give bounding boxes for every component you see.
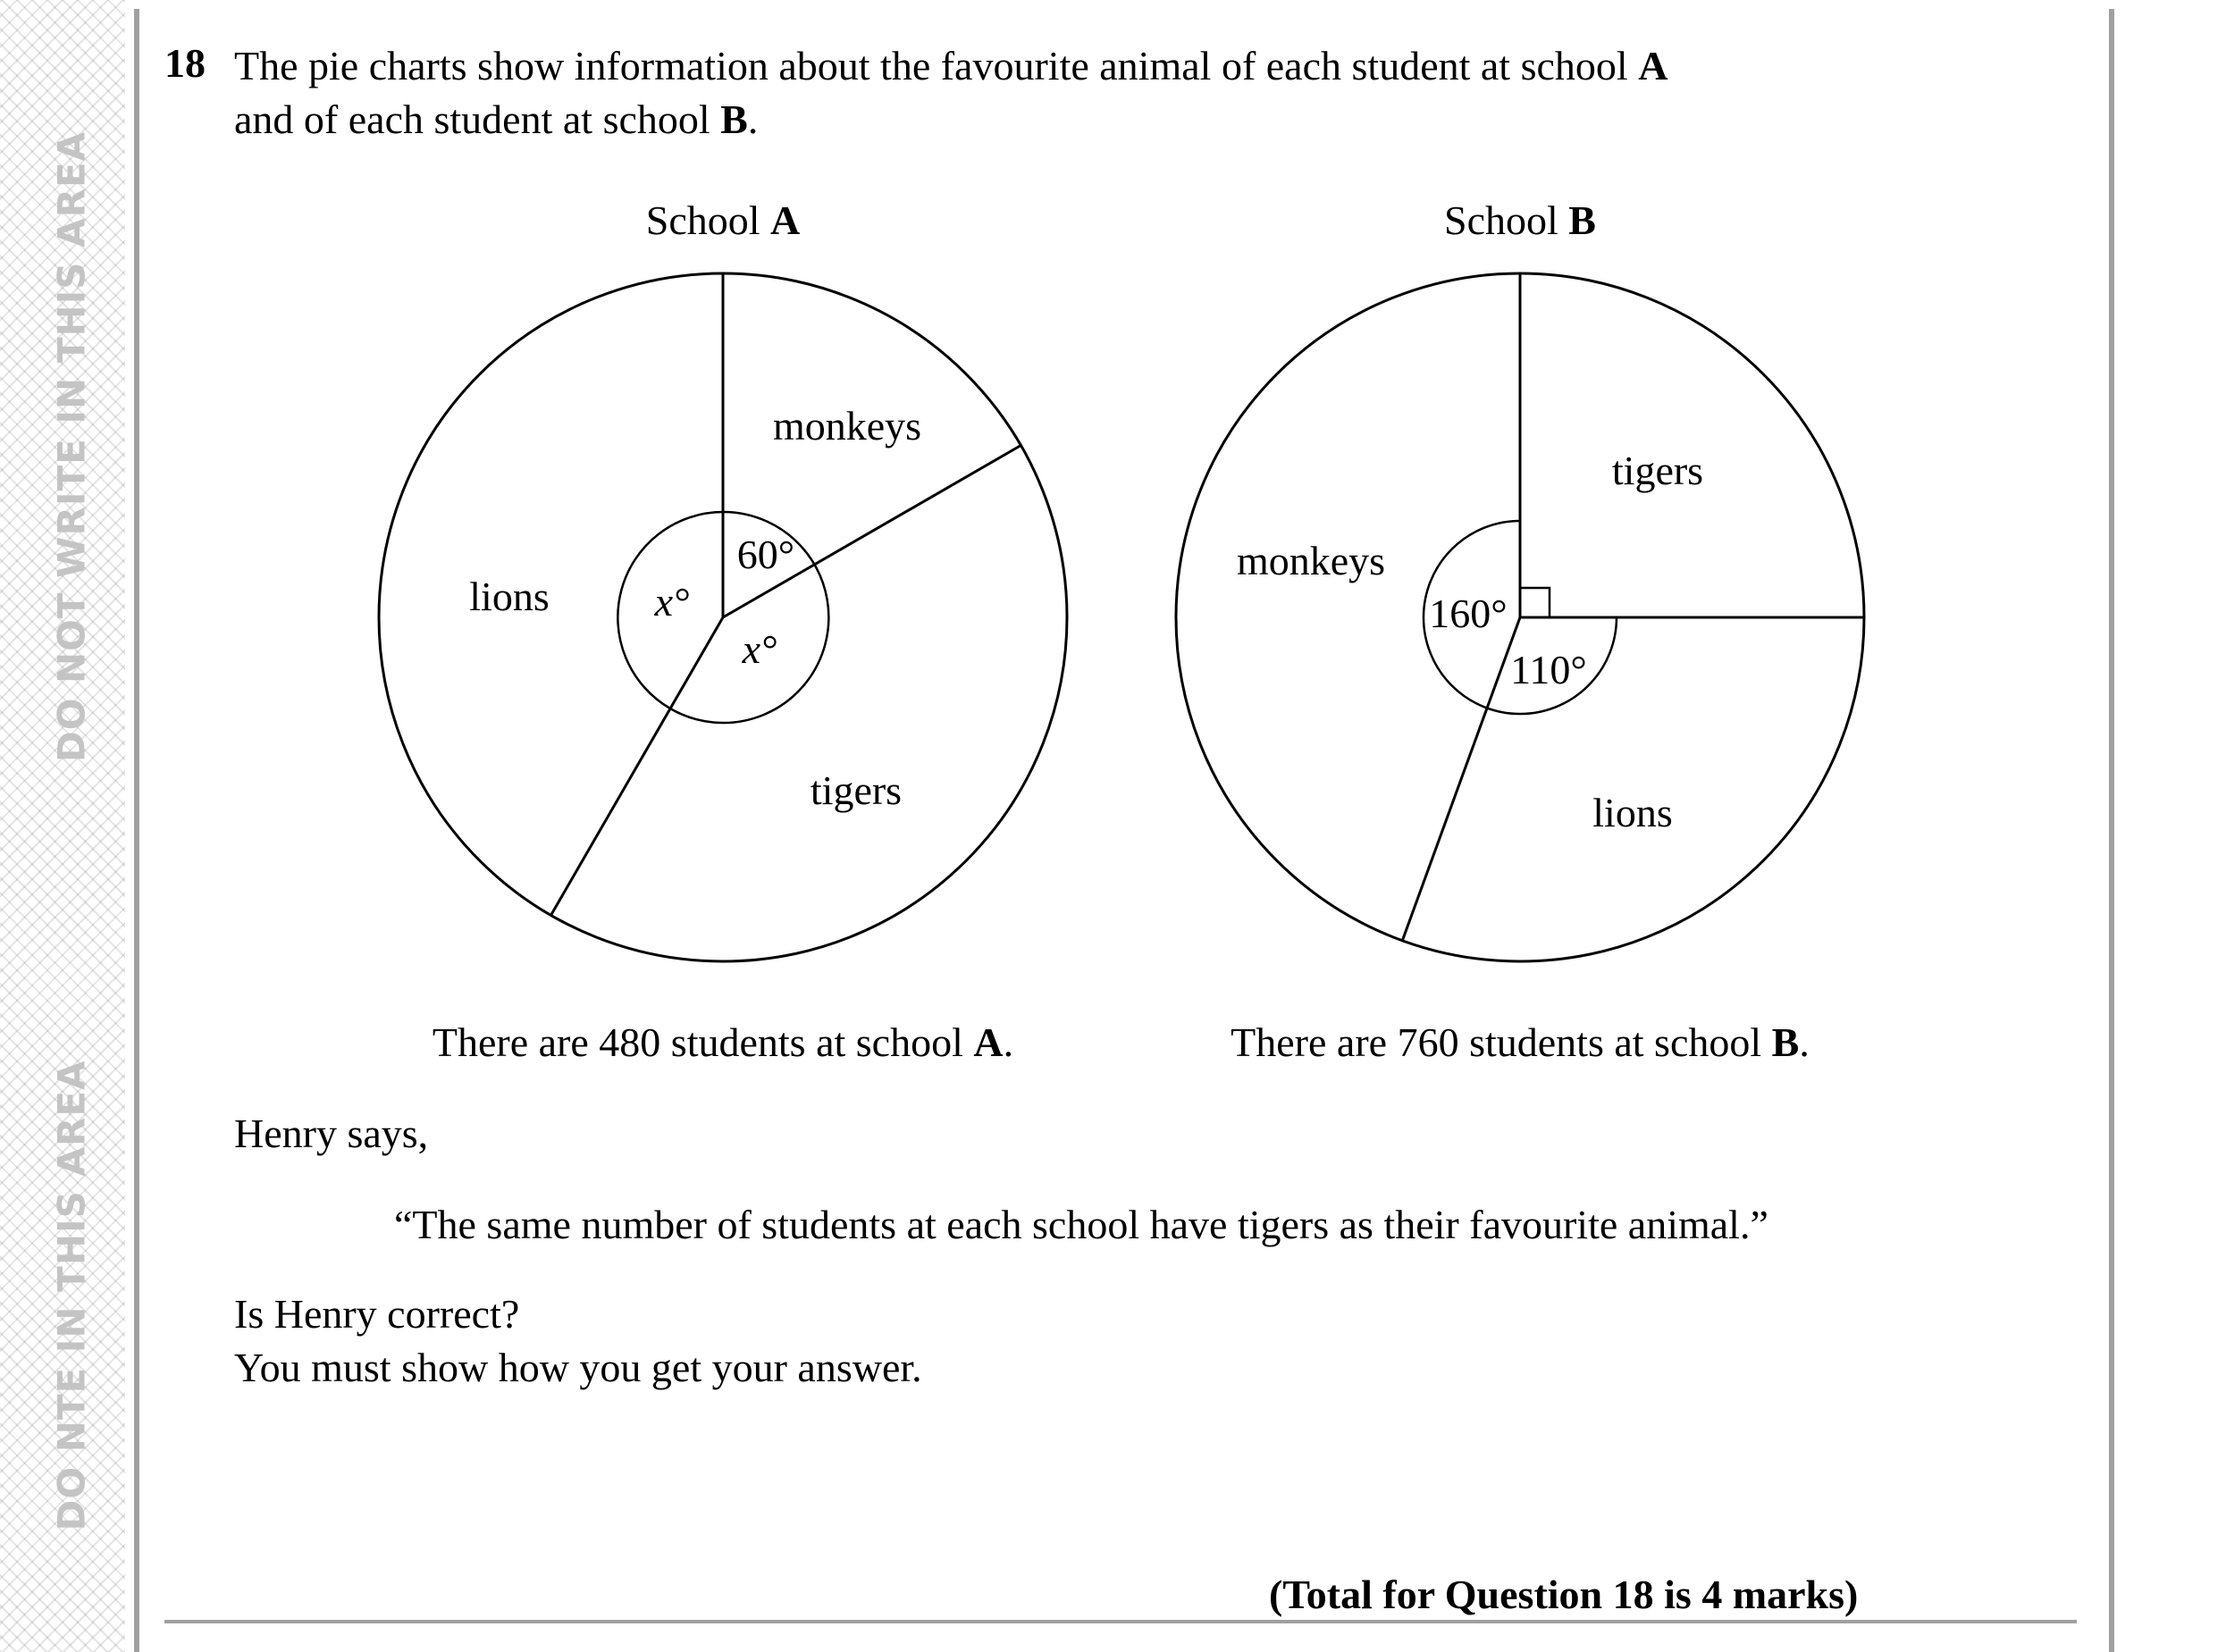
henry-says: Henry says, xyxy=(234,1111,429,1156)
slice-label-tigers-a: tigers xyxy=(810,767,903,813)
angle-label-110: 110° xyxy=(1510,647,1587,692)
chart-b-title: School B xyxy=(1444,197,1596,243)
instruction-show-working: You must show how you get your answer. xyxy=(234,1345,922,1390)
chart-a-title: School A xyxy=(645,197,801,243)
question-number: 18 xyxy=(164,40,206,86)
margin-warning-upper: DO NOT WRITE IN THIS AREA xyxy=(49,130,94,763)
slice-label-lions-a: lions xyxy=(469,574,550,619)
pie-b-radius-monkeys-start xyxy=(1402,617,1520,941)
total-marks: (Total for Question 18 is 4 marks) xyxy=(1269,1572,1859,1617)
pie-chart-school-b xyxy=(1176,273,1864,961)
angle-label-60: 60° xyxy=(736,532,795,577)
right-angle-marker xyxy=(1520,588,1550,617)
pie-a-radius-lions-start xyxy=(551,617,724,915)
angle-label-160: 160° xyxy=(1429,591,1508,636)
caption-school-a: There are 480 students at school A. xyxy=(432,1019,1014,1065)
question-stem: The pie charts show information about the favourite animal of each student at school A and of each student at school B. xyxy=(234,43,1668,142)
slice-label-monkeys-a: monkeys xyxy=(772,403,922,449)
pie-chart-school-a xyxy=(379,273,1067,961)
margin-warning-lower: DO NTE IN THIS AREA xyxy=(49,1060,94,1531)
caption-school-b: There are 760 students at school B. xyxy=(1231,1019,1810,1065)
henry-quote: “The same number of students at each school have tigers as their favourite animal.” xyxy=(394,1202,1768,1247)
slice-label-monkeys-b: monkeys xyxy=(1236,538,1386,583)
slice-label-tigers-b: tigers xyxy=(1611,448,1704,493)
slice-label-lions-b: lions xyxy=(1592,790,1673,835)
angle-label-x-tigers: x° xyxy=(742,626,777,672)
angle-label-x-lions: x° xyxy=(654,579,690,625)
question-prompt: Is Henry correct? xyxy=(234,1291,520,1337)
